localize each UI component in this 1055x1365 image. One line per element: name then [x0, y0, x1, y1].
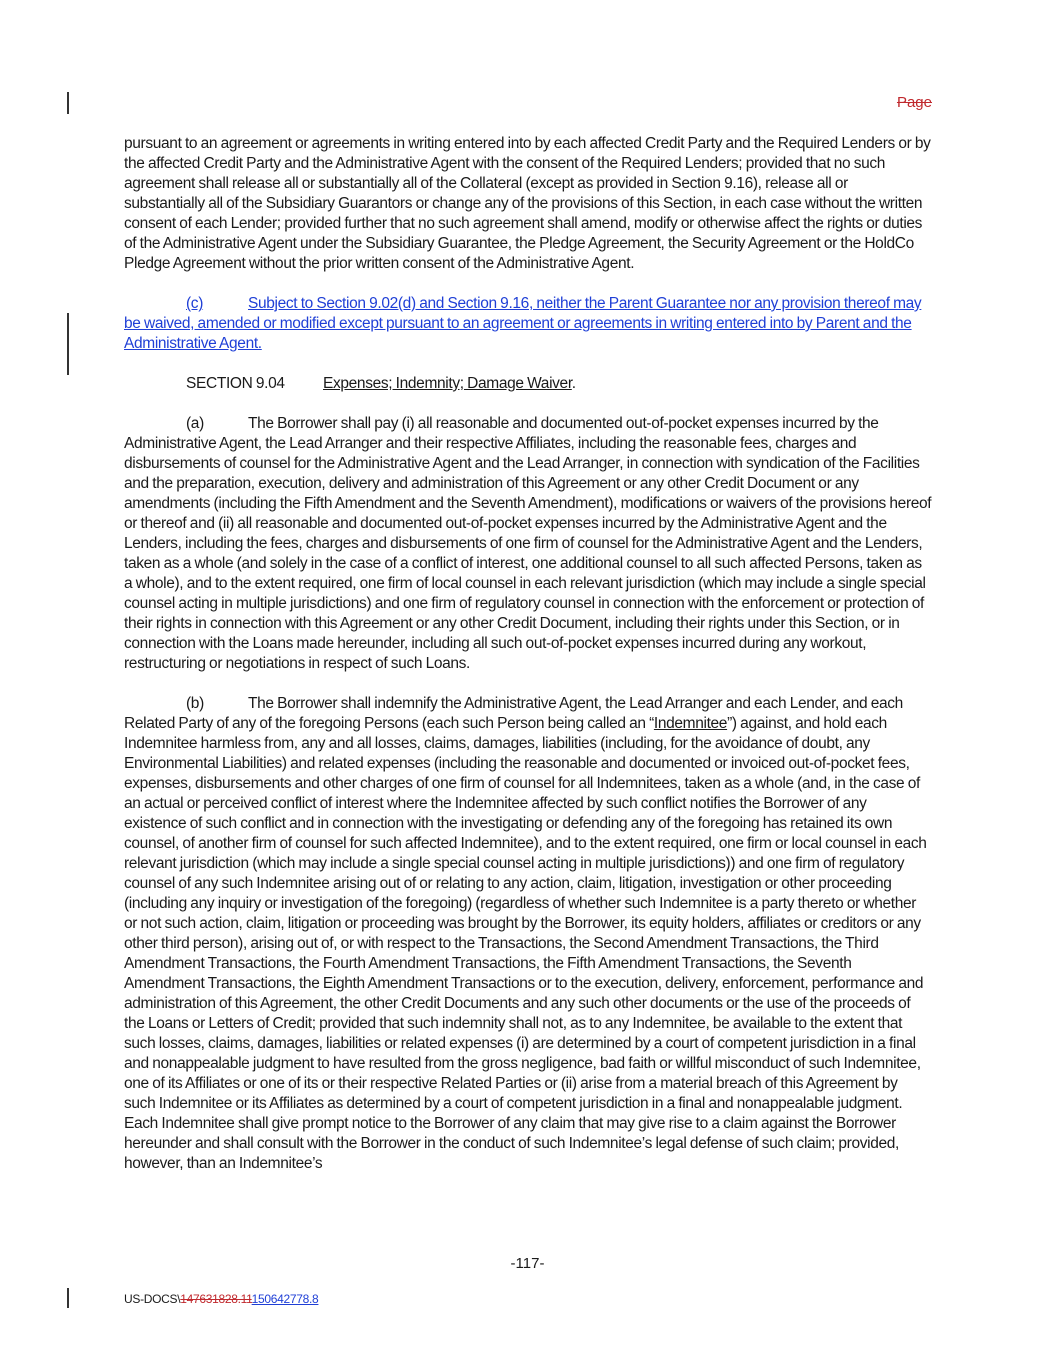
change-bar	[67, 313, 69, 375]
page-number: -117-	[510, 1255, 545, 1272]
document-id	[124, 1292, 318, 1306]
section-title: Expenses; Indemnity; Damage Waiver	[323, 375, 572, 392]
paragraph-b	[124, 694, 932, 1174]
paragraph-a-text: The Borrower shall pay (i) all reasonable and documented out-of-pocket expenses incurred by the Administrative Agent, the Lead Arranger and their respective Affiliates, including the reasonable fees, charges and disbursements of counsel for the Administrative Agent and the Lead Arranger, in connection with syndication of the Facilities and the preparation, execution, delivery and administration of this Agreement or any other Credit Document or any amendments (including the Fifth Amendment and the Seventh Amendment), modifications or waivers of the provisions hereof or thereof and (ii) all reasonable and documented out-of-pocket expenses incurred by the Administrative Agent and the Lenders, including the fees, charges and disbursements of one firm of counsel for the Administrative Agent and the Lenders, taken as a whole (and solely in the case of a conflict of interest, one additional counsel to all such affected Persons, taken as a whole), and to the extent required, one firm of local counsel in each relevant jurisdiction (which may include a single special counsel acting in multiple jurisdictions) and one firm of regulatory counsel in connection with the enforcement or protection of their rights in connection with this Agreement or any other Credit Document, including their rights under this Section, or in connection with the Loans made hereunder, including all such out-of-pocket expenses incurred during any workout, restructuring or negotiations in respect of such Loans.	[124, 415, 932, 672]
paragraph-a	[124, 414, 932, 674]
page-header-label: Page	[896, 94, 932, 111]
paragraph-b-text-1: The Borrower shall indemnify the Administrative Agent, the Lead Arranger and each Lender, and each Related Party of any of the foregoing Persons (each such Person being called an “	[124, 695, 903, 732]
paragraph-b-text-2: ”) against, and hold each Indemnitee harmless from, any and all losses, claims, damages, liabilities (including, for the avoidance of doubt, any Environmental Liabilities) and related expenses (including the reasonable and documented or invoiced out-of-pocket fees, expenses, disbursements and other charges of one firm of counsel for all Indemnitees, taken as a whole (and, in the case of an actual or perceived conflict of interest where the Indemnitee affected by such conflict notifies the Borrower of any existence of such conflict and in connection with the investigating or defending any of the foregoing has retained its own counsel, of another firm of counsel for such affected Indemnitee), and to the extent required, one firm or local counsel in each relevant jurisdiction (which may include a single special counsel acting in multiple jurisdictions)) and one firm of regulatory counsel of any such Indemnitee arising out of or relating to any action, claim, litigation, investigation or other proceeding (including any inquiry or investigation of the foregoing) (regardless of whether such Indemnitee is a party thereto or whether or not such action, claim, litigation or proceeding was brought by the Borrower, its equity holders, affiliates or creditors or any other third person), arising out of, or with respect to the Transactions, the Second Amendment Transactions, the Third Amendment Transactions, the Fourth Amendment Transactions, the Fifth Amendment Transactions, the Seventh Amendment Transactions, the Eighth Amendment Transactions or to the execution, delivery, enforcement, performance and administration of this Agreement, the other Credit Documents and any such other documents or the use of the proceeds of the Loans or Letters of Credit; provided that such indemnity shall not, as to any Indemnitee, be available to the extent that such losses, claims, damages, liabilities or related expenses (i) are determined by a court of competent jurisdiction in a final and nonappealable judgment to have resulted from the gross negligence, bad faith or willful misconduct of such Indemnitee, one of its Affiliates or one of its or their respective Related Parties or (ii) arise from a material breach of this Agreement by such Indemnitee or its Affiliates as determined by a court of competent jurisdiction in a final and nonappealable judgment. Each Indemnitee shall give prompt notice to the Borrower of any claim that may give rise to a claim against the Borrower hereunder and shall consult with the Borrower in the conduct of such Indemnitee’s legal defense of such claim; provided, however, than an Indemnitee’s	[124, 715, 927, 1172]
change-bar	[67, 1288, 69, 1308]
doc-id-inserted: 150642778.8	[251, 1292, 319, 1306]
intro-paragraph: pursuant to an agreement or agreements in writing entered into by each affected Credit Party and the Required Lenders or by the affected Credit Party and the Administrative Agent with the consent of the Required Lenders; provided that no such agreement shall release all or substantially all of the Collateral (except as provided in Section 9.16), release all or substantially all of the Subsidiary Guarantors or change any of the provisions of this Section, in each case without the written consent of each Lender; provided further that no such agreement shall amend, modify or otherwise affect the rights or duties of the Administrative Agent under the Subsidiary Guarantee, the Pledge Agreement, the Security Agreement or the HoldCo Pledge Agreement without the prior written consent of the Administrative Agent.	[124, 135, 931, 272]
change-bar	[67, 92, 69, 114]
section-number: SECTION 9.04	[186, 375, 285, 392]
paragraph-a-number: (a)	[186, 415, 204, 432]
doc-id-deleted: 147631828.11	[180, 1292, 252, 1306]
paragraph-c-number: (c)	[186, 295, 204, 312]
paragraph-c-text: Subject to Section 9.02(d) and Section 9.16, neither the Parent Guarantee nor any provision thereof may be waived, amended or modified except pursuant to an agreement or agreements in writing entered into by Parent and the Administrative Agent.	[124, 295, 922, 352]
document-body	[124, 134, 932, 1194]
section-title-period: .	[571, 375, 576, 392]
section-heading	[124, 374, 932, 394]
paragraph-c	[124, 294, 932, 354]
paragraph-b-number: (b)	[186, 695, 204, 712]
defined-term: Indemnitee	[653, 715, 728, 732]
doc-id-prefix: US-DOCS\	[124, 1292, 181, 1306]
